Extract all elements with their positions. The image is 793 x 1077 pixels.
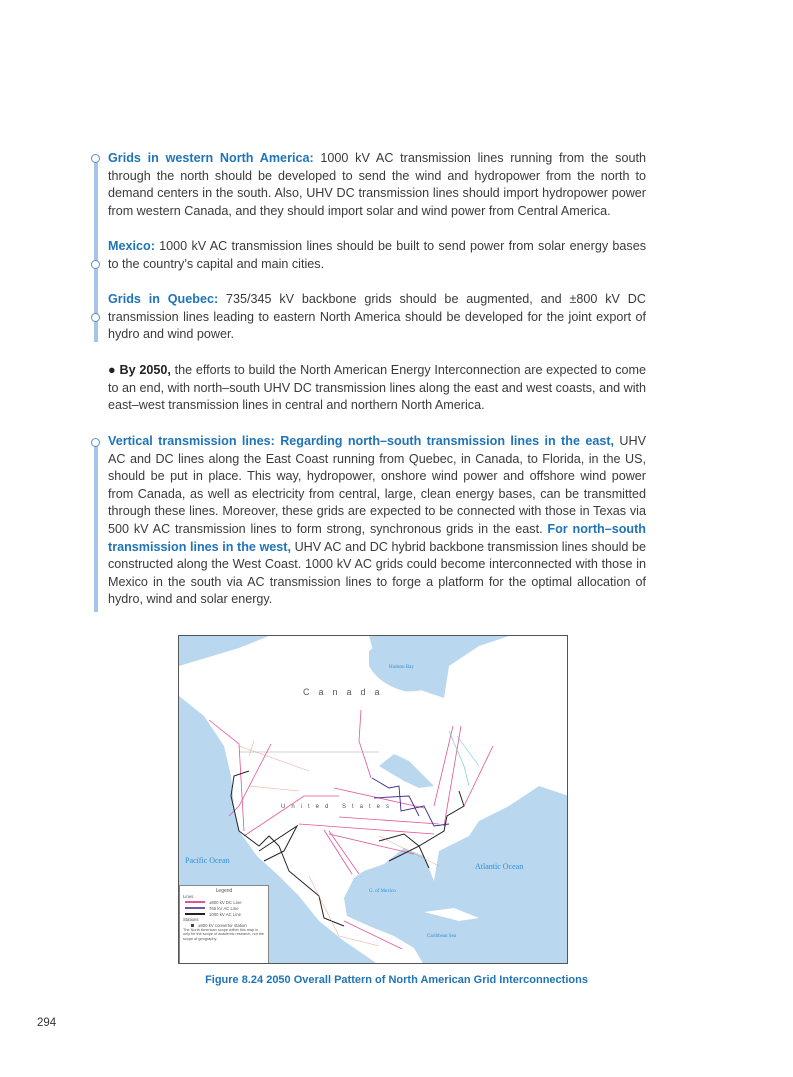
body-text: 1000 kV AC transmission lines should be built to send power from solar energy bases to the country’s capital and main cities. xyxy=(108,239,646,271)
bullet-circle-icon xyxy=(91,313,100,322)
map-legend xyxy=(179,885,269,964)
grid-map xyxy=(178,635,568,964)
legend-stations-label: Stations xyxy=(183,917,199,922)
legend-lines-label: Lines xyxy=(183,894,194,899)
section-bar xyxy=(94,442,98,612)
paragraph-western xyxy=(108,150,646,220)
bullet-circle-icon xyxy=(91,438,100,447)
legend-title: Legend xyxy=(215,888,233,894)
heading: For north–south transmission lines in the west, xyxy=(108,521,646,554)
legend-swatch xyxy=(185,901,205,902)
heading: Mexico: xyxy=(108,239,155,253)
label-pacific-ocean: Pacific Ocean xyxy=(185,856,230,865)
legend-note: The North American scope within this map is only for the scope of academic research, not the scope of geography. xyxy=(183,928,265,941)
body-text: 1000 kV AC transmission lines running from the south through the north should be developed to send the wind and hydropower from the north to demand centers in the south. Also, UHV DC transmission lines should import hydropower power from western Canada, and they should import solar and wind power from Central America. xyxy=(108,151,646,218)
legend-swatch xyxy=(185,907,205,908)
page-number: 294 xyxy=(37,1017,57,1029)
legend-label: ±800 kV DC Line xyxy=(209,899,242,905)
heading: Grids in western North America: xyxy=(108,151,314,165)
legend-label: ±800 kV convertor station xyxy=(198,922,247,928)
label-atlantic-ocean: Atlantic Ocean xyxy=(475,862,524,871)
heading: Grids in Quebec: xyxy=(108,292,219,306)
label-hudson-bay: Hudson Bay xyxy=(389,665,414,670)
body-text: 735/345 kV backbone grids should be augmented, and ±800 kV DC transmission lines leading to eastern North America should be developed for the joint export of hydro and wind power. xyxy=(108,292,646,342)
heading: By 2050, xyxy=(119,363,171,377)
bullet-circle-icon xyxy=(91,260,100,269)
heading: Vertical transmission lines: Regarding north–south transmission lines in the east, xyxy=(108,434,615,448)
paragraph-vertical xyxy=(108,433,646,609)
legend-label: 1000 kV AC Line xyxy=(209,911,242,917)
legend-swatch xyxy=(185,913,205,914)
bullet-circle-icon xyxy=(91,154,100,163)
body-text: the efforts to build the North American Energy Interconnection are expected to come to an end, with north–south UHV DC transmission lines along the east and west coasts, and with east–west transmission lines in central and northern North America. xyxy=(108,363,646,413)
body-text: UHV AC and DC hybrid backbone transmission lines should be constructed along the West Coast. 1000 kV AC grids could become interconnected with those in Mexico in the south via AC transmission lines to forge a platform for the optimal allocation of hydro, wind and solar energy. xyxy=(108,539,646,607)
paragraph-mexico xyxy=(108,238,646,273)
label-caribbean-sea: Caribbean Sea xyxy=(427,934,457,939)
paragraph-2050 xyxy=(108,362,646,415)
label-united-states: United States xyxy=(281,804,396,810)
body-text: UHV AC and DC lines along the East Coast running from Quebec, in Canada, to Florida, in the US, should be put in place. This way, hydropower, onshore wind power and offshore wind power from Canada, as well as electricity from central, large, clean energy bases, can be transmitted through these lines. Moreover, these grids are expected to be connected with those in Texas via 500 kV AC transmission lines to form strong, synchronous grids in the east. xyxy=(108,434,646,536)
legend-label: 765 kV AC Line xyxy=(209,905,239,911)
paragraph-quebec xyxy=(108,291,646,344)
land-cuba xyxy=(424,908,479,921)
figure-caption: Figure 8.24 2050 Overall Pattern of North American Grid Interconnections xyxy=(205,974,588,986)
label-gulf-of-mexico: G. of Mexico xyxy=(369,889,396,894)
label-canada: Canada xyxy=(303,687,389,697)
converter-station-icon xyxy=(191,924,194,927)
bullet-icon: ● xyxy=(108,363,116,377)
